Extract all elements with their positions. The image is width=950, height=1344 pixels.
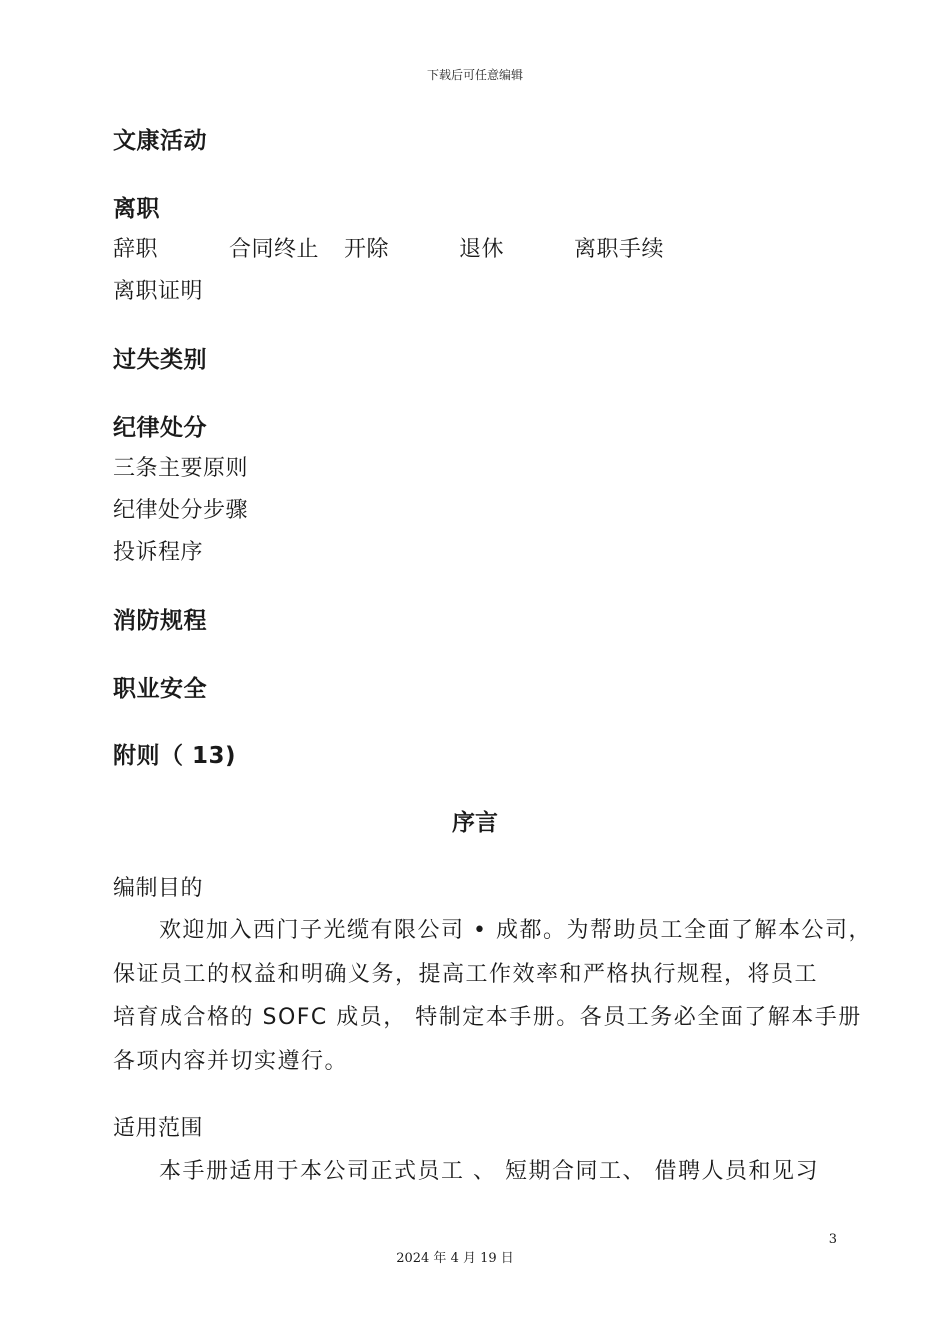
toc-item-lizhi-zhengming: 离职证明 — [113, 279, 204, 304]
preface-title: 序言 — [452, 810, 498, 836]
toc-item-tuixiu: 退休 — [459, 237, 505, 262]
scope-heading: 适用范围 — [113, 1116, 204, 1141]
footer-date: 2024 年 4 月 19 日 — [396, 1251, 514, 1266]
toc-heading-zhiye: 职业安全 — [113, 676, 207, 702]
toc-item-cizhi: 辞职 — [113, 237, 159, 262]
toc-item-kaichu: 开除 — [344, 237, 390, 262]
toc-item-hetong: 合同终止 — [229, 237, 320, 262]
page-number: 3 — [828, 1232, 837, 1247]
toc-item-lizhi-shouxu: 离职手续 — [574, 237, 665, 262]
toc-item-buzhou: 纪律处分步骤 — [113, 498, 249, 523]
purpose-heading: 编制目的 — [113, 876, 204, 901]
purpose-line-1: 欢迎加入西门子光缆有限公司 • 成都。为帮助员工全面了解本公司， — [159, 918, 872, 943]
toc-heading-lizhi: 离职 — [113, 196, 160, 222]
toc-heading-guoshi: 过失类别 — [113, 347, 207, 373]
header-note: 下载后可任意编辑 — [426, 68, 523, 82]
toc-item-tousu: 投诉程序 — [113, 540, 204, 565]
toc-item-yuanze: 三条主要原则 — [113, 456, 249, 481]
toc-heading-jilv: 纪律处分 — [113, 415, 207, 441]
toc-heading-xiaofang: 消防规程 — [113, 608, 207, 634]
purpose-line-3: 培育成合格的 SOFC 成员， 特制定本手册。各员工务必全面了解本手册 — [113, 1005, 862, 1030]
toc-heading-fuze: 附则（ 13) — [113, 743, 237, 769]
purpose-line-2: 保证员工的权益和明确义务，提高工作效率和严格执行规程，将员工 — [113, 962, 819, 987]
scope-line: 本手册适用于本公司正式员工 、 短期合同工、 借聘人员和见习 — [159, 1159, 819, 1184]
purpose-line-4: 各项内容并切实遵行。 — [113, 1049, 349, 1074]
toc-heading-wenkang: 文康活动 — [113, 128, 207, 154]
